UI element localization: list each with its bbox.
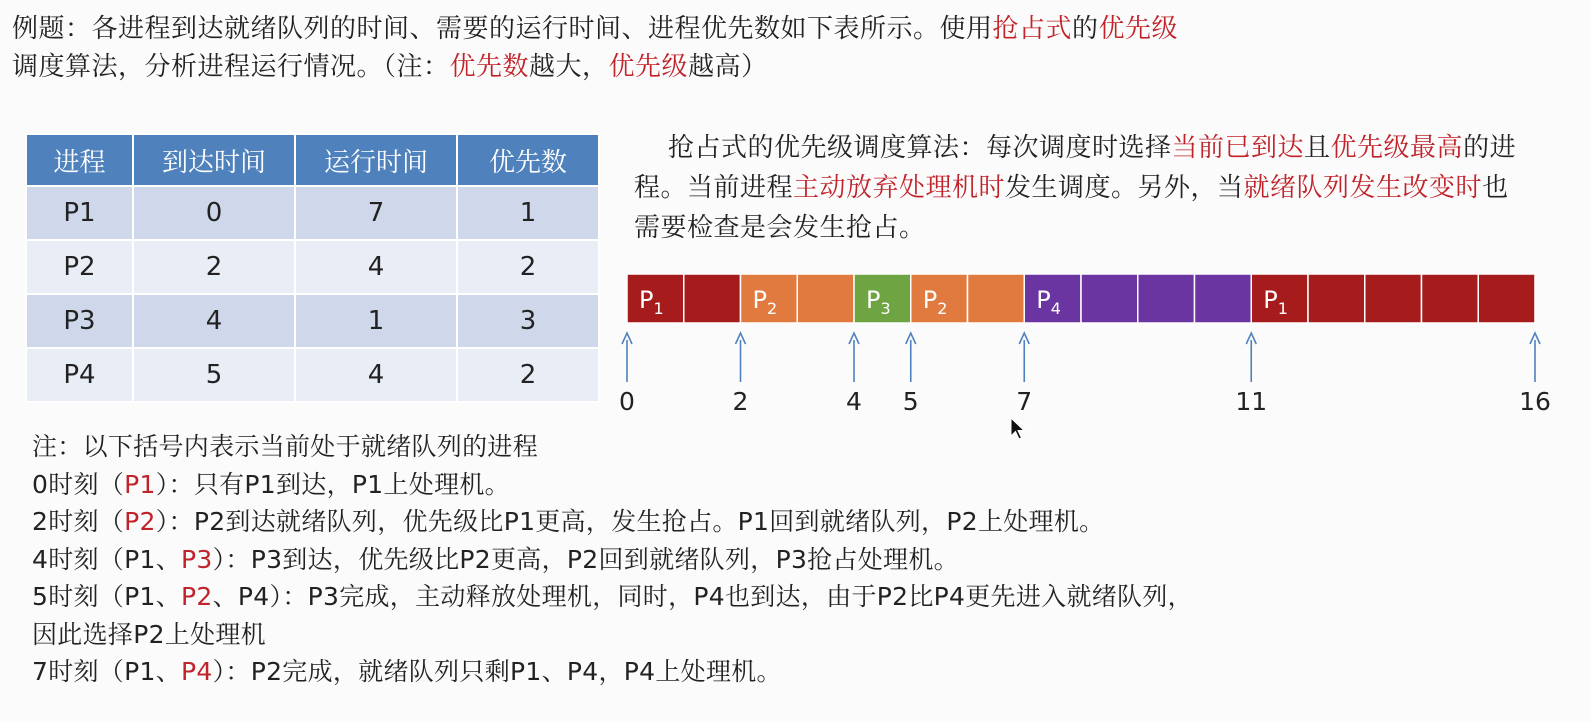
table-header-cell: 进程 [26, 134, 133, 186]
table-cell: P3 [26, 294, 133, 348]
note-running-process: P1 [124, 469, 156, 499]
tick-label: 0 [619, 387, 635, 416]
note-text: P2到达就绪队列，优先级比P1更高，发生抢占。P1回到就绪队列，P2上处理机。 [193, 507, 1105, 536]
tick-label: 2 [732, 387, 749, 416]
gantt-segment-label: $P_3$ [866, 286, 891, 318]
time-tick [1519, 333, 1551, 416]
gantt-cell [968, 274, 1025, 323]
note-line [32, 466, 1582, 504]
table-cell: 4 [133, 294, 295, 348]
table-cell: P4 [26, 348, 133, 402]
note-punctuation: ）： [212, 544, 251, 574]
table-cell: 1 [457, 186, 599, 240]
gantt-segment-label: $P_2$ [752, 286, 778, 318]
title-text: 越大， [529, 52, 609, 82]
note-running-process: P4 [181, 657, 213, 686]
table-cell: 5 [133, 348, 295, 402]
time-tick [733, 333, 749, 416]
table-header-cell: 运行时间 [295, 134, 457, 186]
time-tick [1016, 333, 1032, 416]
time-tick [1235, 333, 1267, 416]
gantt-segment-p2 [911, 274, 1025, 323]
title-highlight-priority: 优先级 [1098, 14, 1179, 44]
note-queue-process: P1 [124, 582, 156, 611]
tick-label: 5 [902, 387, 919, 416]
gantt-cell [1138, 274, 1195, 323]
note-queue-process: P4 [237, 582, 270, 611]
desc-highlight-highest-priority: 优先级最高 [1330, 133, 1464, 163]
gantt-segment-label: $P_1$ [639, 286, 664, 318]
desc-text: 抢占式的优先级调度算法：每次调度时选择 [668, 133, 1172, 163]
note-time: 2时刻（ [32, 507, 125, 536]
tick-label: 4 [846, 387, 862, 416]
gantt-cell [1195, 274, 1252, 323]
note-line [32, 541, 1582, 579]
note-punctuation: ）： [269, 582, 308, 611]
gantt-cell [1422, 274, 1479, 323]
table-cell: 2 [457, 348, 599, 402]
title-text: 越高） [688, 52, 768, 82]
desc-highlight-arrived: 当前已到达 [1171, 133, 1305, 163]
tick-label: 16 [1519, 387, 1551, 416]
note-text: P3到达，优先级比P2更高，P2回到就绪队列，P3抢占处理机。 [250, 544, 959, 574]
tick-label: 7 [1016, 387, 1033, 416]
gantt-segment-p1 [1251, 274, 1535, 323]
table-cell: 4 [295, 348, 457, 402]
title-highlight-priority-number: 优先数 [449, 52, 530, 82]
gantt-segment-label: $P_2$ [922, 286, 948, 318]
gantt-segment-label: $P_1$ [1263, 286, 1288, 318]
title-highlight-preemptive: 抢占式 [992, 14, 1073, 44]
gantt-segment-p1 [627, 274, 741, 323]
desc-highlight-yield: 主动放弃处理机时 [793, 173, 1006, 203]
desc-text: 且 [1304, 133, 1331, 163]
desc-highlight-queue-change: 就绪队列发生改变时 [1243, 173, 1483, 203]
gantt-segment-p2 [741, 274, 855, 323]
desc-text: 也需要检查是会发生抢占。 [634, 173, 1509, 243]
gantt-cell [1478, 274, 1535, 323]
gantt-cell [1365, 274, 1422, 323]
table-cell: 4 [295, 240, 457, 294]
table-cell: 2 [457, 240, 599, 294]
timeline-notes [32, 428, 1582, 691]
note-time: 4时刻（ [32, 544, 125, 574]
title-highlight-priority-level: 优先级 [608, 52, 689, 82]
note-time: 5时刻（ [32, 582, 125, 611]
title-text: 调度算法，分析进程运行情况。（注： [12, 52, 450, 82]
gantt-segment-label: $P_4$ [1036, 286, 1061, 318]
note-running-process: P2 [124, 507, 156, 536]
title-text: 例题：各进程到达就绪队列的时间、需要的运行时间、进程优先数如下表所示。使用 [12, 14, 993, 44]
note-running-process: P3 [181, 544, 213, 574]
tick-label: 11 [1235, 387, 1268, 416]
table-cell: 1 [295, 294, 457, 348]
gantt-segment-p4 [1024, 274, 1251, 323]
desc-text: 的进程。当前进程 [634, 133, 1517, 203]
gantt-cell [684, 274, 741, 323]
note-punctuation: ）： [155, 469, 194, 499]
time-tick [846, 333, 862, 416]
table-cell: 7 [295, 186, 457, 240]
note-running-process: P2 [181, 582, 213, 611]
table-cell: 3 [457, 294, 599, 348]
note-time: 0时刻（ [32, 469, 125, 499]
desc-text: 发生调度。另外，当 [1005, 173, 1244, 203]
table-cell: P2 [26, 240, 133, 294]
table-cell: 0 [133, 186, 295, 240]
note-text: P2完成，就绪队列只剩P1、P4，P4上处理机。 [250, 657, 782, 686]
note-queue-process: 、 [155, 582, 182, 611]
table-cell: 2 [133, 240, 295, 294]
gantt-cell [1308, 274, 1365, 323]
note-time: 7时刻（ [32, 657, 125, 686]
time-tick [619, 333, 635, 416]
title-text: 的 [1072, 14, 1099, 44]
note-line [32, 578, 1582, 616]
note-line [32, 616, 1582, 654]
gantt-cell [797, 274, 854, 323]
gantt-segment-p3 [854, 274, 911, 323]
note-queue-process: P1 [124, 544, 156, 574]
table-cell: P1 [26, 186, 133, 240]
note-line [32, 653, 1582, 691]
note-text: 因此选择P2上处理机 [32, 619, 266, 649]
gantt-cell [1081, 274, 1138, 323]
note-text: P3完成，主动释放处理机，同时，P4也到达，由于P2比P4更先进入就绪队列， [307, 582, 1193, 611]
note-queue-process: P1 [124, 657, 156, 686]
mouse-cursor-icon [1010, 417, 1028, 443]
note-queue-process: 、 [155, 544, 182, 574]
note-queue-process: 、 [155, 657, 182, 686]
note-queue-process: 、 [212, 582, 238, 611]
note-line [32, 503, 1582, 541]
time-tick [903, 333, 919, 416]
note-punctuation: ）： [155, 507, 194, 536]
note-text: 只有P1到达，P1上处理机。 [193, 469, 510, 499]
table-header-cell: 优先数 [457, 134, 599, 186]
notes-heading: 注：以下括号内表示当前处于就绪队列的进程 [32, 432, 539, 461]
table-header-cell: 到达时间 [133, 134, 295, 186]
note-punctuation: ）： [212, 657, 251, 686]
